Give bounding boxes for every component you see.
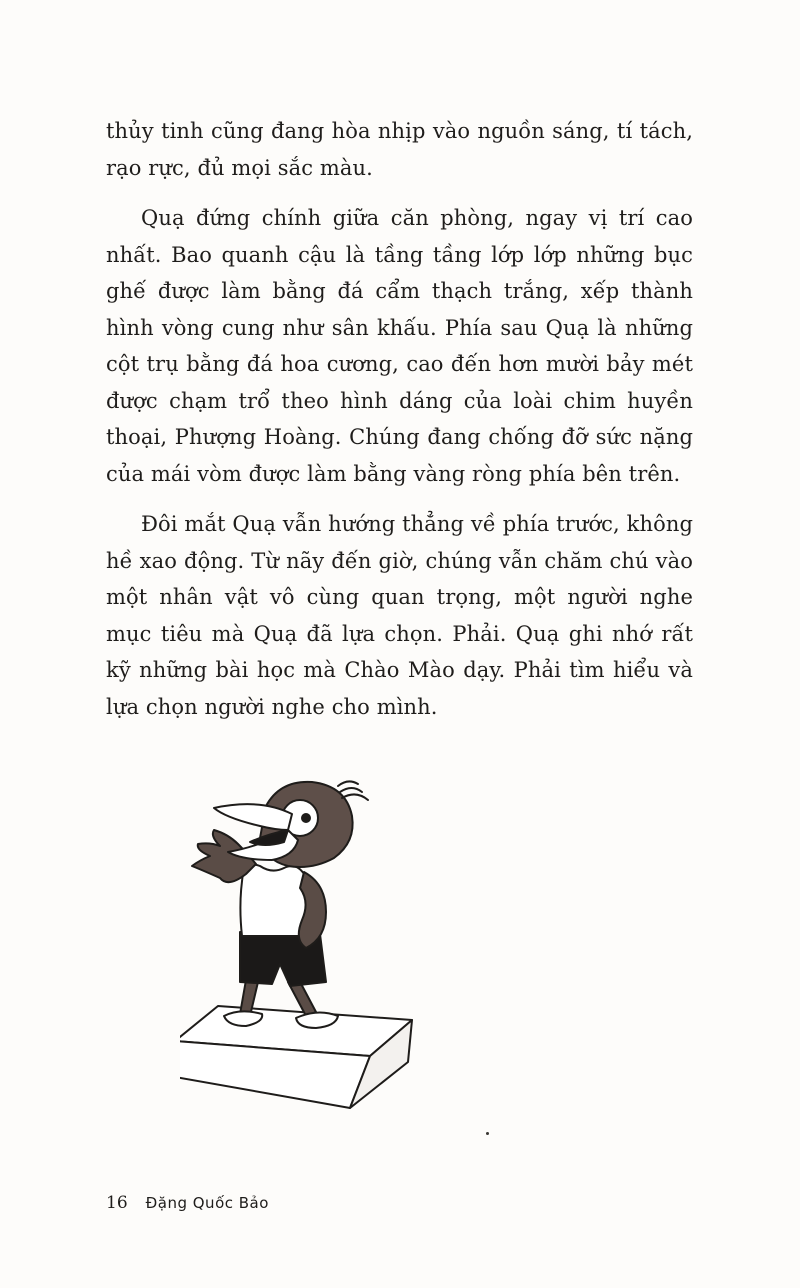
paragraph-continuation: thủy tinh cũng đang hòa nhịp vào nguồn sáng, tí tách, rạo rực, đủ mọi sắc màu. (106, 119, 693, 180)
crow-head-feathers (338, 781, 368, 800)
paragraph-crow-eyes: Đôi mắt Quạ vẫn hướng thẳng về phía trước, không hề xao động. Từ nãy đến giờ, chúng vẫn chăm chú vào một nhân vật vô cùng quan trọng, một người nghe mục tiêu mà Quạ đã lựa chọn. Phải. Quạ ghi nhớ rất kỹ những bài học mà Chào Mào dạy. Phải tìm hiểu và lựa chọn người nghe cho mình. (106, 512, 693, 719)
pedestal (180, 1006, 412, 1108)
page-number: 16 (106, 1193, 128, 1213)
author-name: Đặng Quốc Bảo (145, 1194, 269, 1212)
crow-on-pedestal-illustration (180, 770, 430, 1115)
crow-pupil (302, 814, 310, 822)
print-speck (486, 1132, 489, 1135)
paragraph-crow-in-hall: Quạ đứng chính giữa căn phòng, ngay vị trí cao nhất. Bao quanh cậu là tầng tầng lớp lớp những bục ghế được làm bằng đá cẩm thạch trắng, xếp thành hình vòng cung như sân khấu. Phía sau Quạ là những cột trụ bằng đá hoa cương, cao đến hơn mười bảy mét được chạm trổ theo hình dáng của loài chim huyền thoại, Phượng Hoàng. Chúng đang chống đỡ sức nặng của mái vòm được làm bằng vàng ròng phía bên trên. (106, 206, 693, 486)
page-footer (106, 1191, 269, 1215)
body-text (106, 113, 693, 739)
